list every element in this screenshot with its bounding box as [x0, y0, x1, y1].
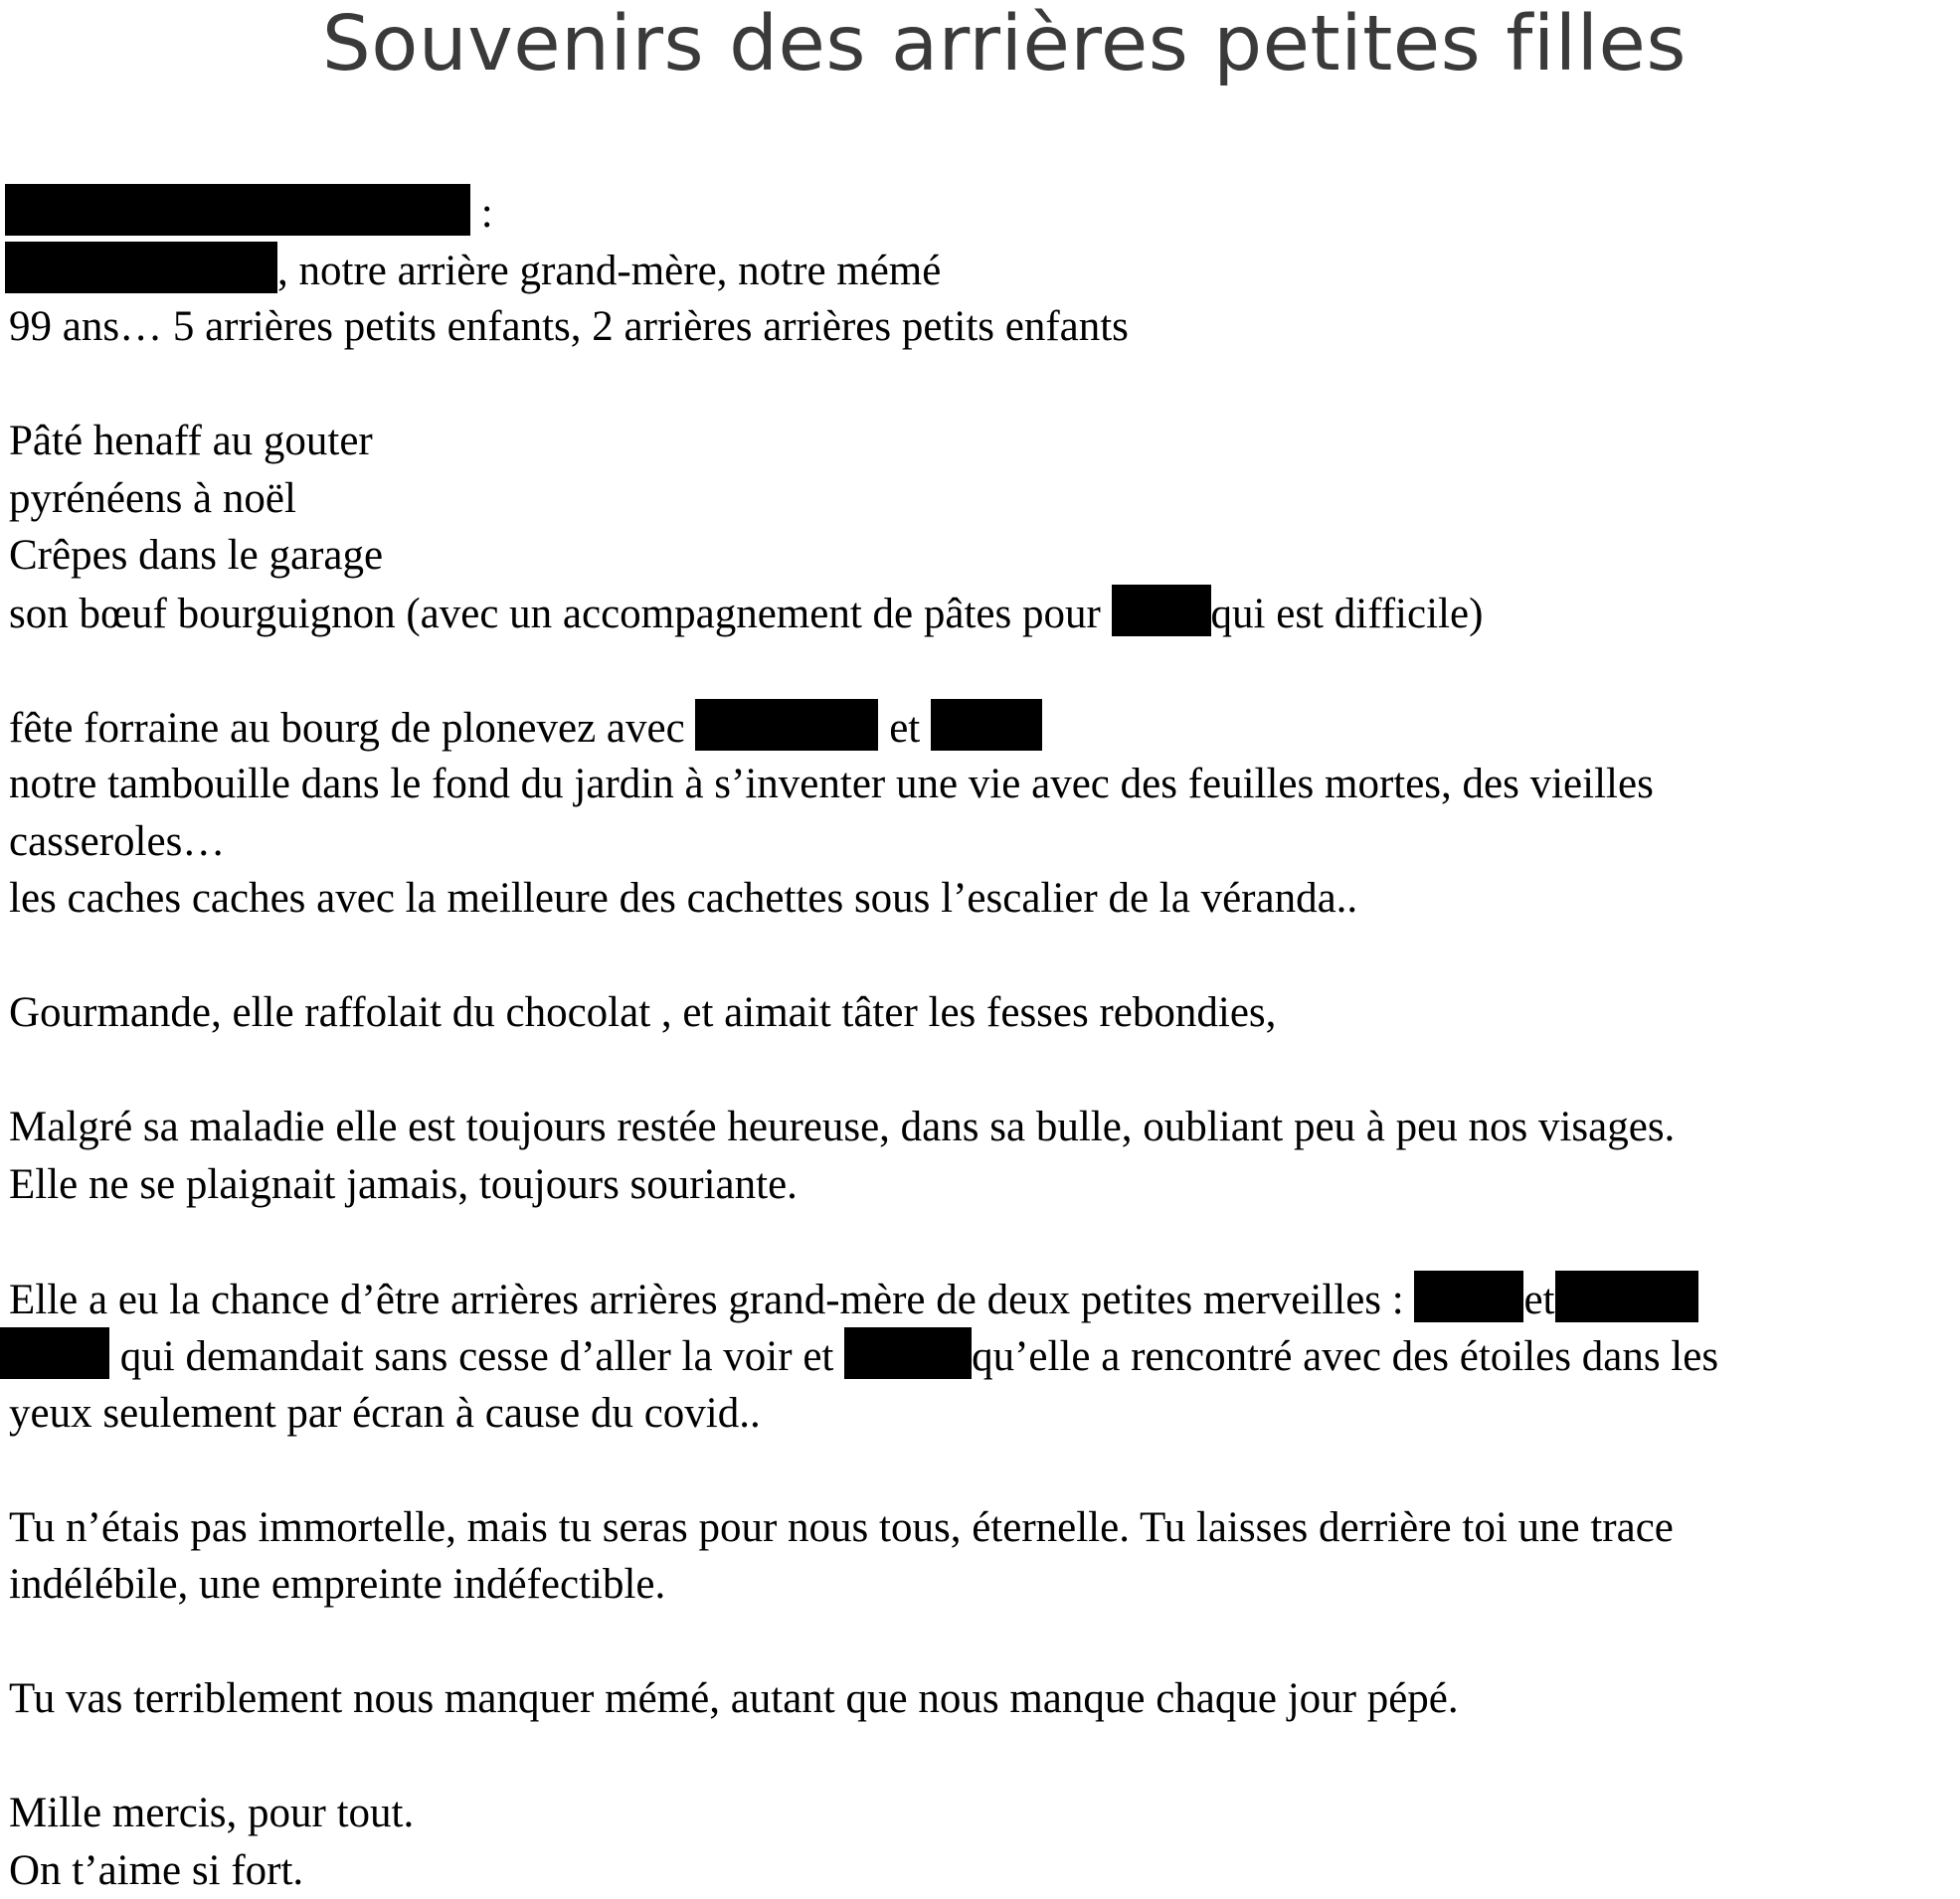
text-line: : [9, 184, 1958, 242]
redaction-block [695, 699, 878, 751]
blank-line [9, 356, 1958, 414]
text-line: Elle a eu la chance d’être arrières arrières grand-mère de deux petites merveilles : et [9, 1271, 1958, 1328]
redaction-block [1414, 1271, 1523, 1322]
text-line: notre tambouille dans le fond du jardin à s’inventer une vie avec des feuilles mortes, des vieilles [9, 756, 1958, 813]
redaction-block [5, 242, 277, 293]
text-line: Tu vas terriblement nous manquer mémé, autant que nous manque chaque jour pépé. [9, 1670, 1958, 1728]
text-line: pyrénéens à noël [9, 470, 1958, 528]
text-line: On t’aime si fort. [9, 1842, 1958, 1899]
blank-line [9, 1614, 1958, 1671]
text-line: Pâté henaff au gouter [9, 413, 1958, 470]
redaction-block [5, 184, 470, 236]
text-line: indélébile, une empreinte indéfectible. [9, 1556, 1958, 1614]
document-body [9, 184, 1958, 1899]
text-line: Elle ne se plaignait jamais, toujours souriante. [9, 1156, 1958, 1214]
blank-line [9, 1213, 1958, 1271]
text-line: yeux seulement par écran à cause du covid.. [9, 1385, 1958, 1443]
text-line: fête forraine au bourg de plonevez avec et [9, 699, 1958, 757]
redaction-block [931, 699, 1042, 751]
document-title: Souvenirs des arrières petites filles [0, 0, 1960, 89]
text-line: qui demandait sans cesse d’aller la voir et qu’elle a rencontré avec des étoiles dans les [9, 1327, 1958, 1385]
text-line: les caches caches avec la meilleure des cachettes sous l’escalier de la véranda.. [9, 870, 1958, 928]
blank-line [9, 641, 1958, 699]
blank-line [9, 928, 1958, 985]
text-line: son bœuf bourguignon (avec un accompagnement de pâtes pour qui est difficile) [9, 585, 1958, 642]
redaction-block [844, 1327, 972, 1379]
text-line: , notre arrière grand-mère, notre mémé [9, 242, 1958, 299]
blank-line [9, 1728, 1958, 1786]
redaction-block [1112, 585, 1211, 636]
text-line: casseroles… [9, 813, 1958, 871]
redaction-block [1555, 1271, 1698, 1322]
text-line: Tu n’étais pas immortelle, mais tu seras pour nous tous, éternelle. Tu laisses derrière toi une trace [9, 1499, 1958, 1557]
text-line: Malgré sa maladie elle est toujours restée heureuse, dans sa bulle, oubliant peu à peu nos visages. [9, 1099, 1958, 1156]
text-line: Mille mercis, pour tout. [9, 1785, 1958, 1842]
blank-line [9, 1042, 1958, 1100]
redaction-block [0, 1327, 109, 1379]
text-line: Crêpes dans le garage [9, 527, 1958, 585]
blank-line [9, 1442, 1958, 1499]
text-line: Gourmande, elle raffolait du chocolat , et aimait tâter les fesses rebondies, [9, 984, 1958, 1042]
text-line: 99 ans… 5 arrières petits enfants, 2 arrières arrières petits enfants [9, 298, 1958, 356]
